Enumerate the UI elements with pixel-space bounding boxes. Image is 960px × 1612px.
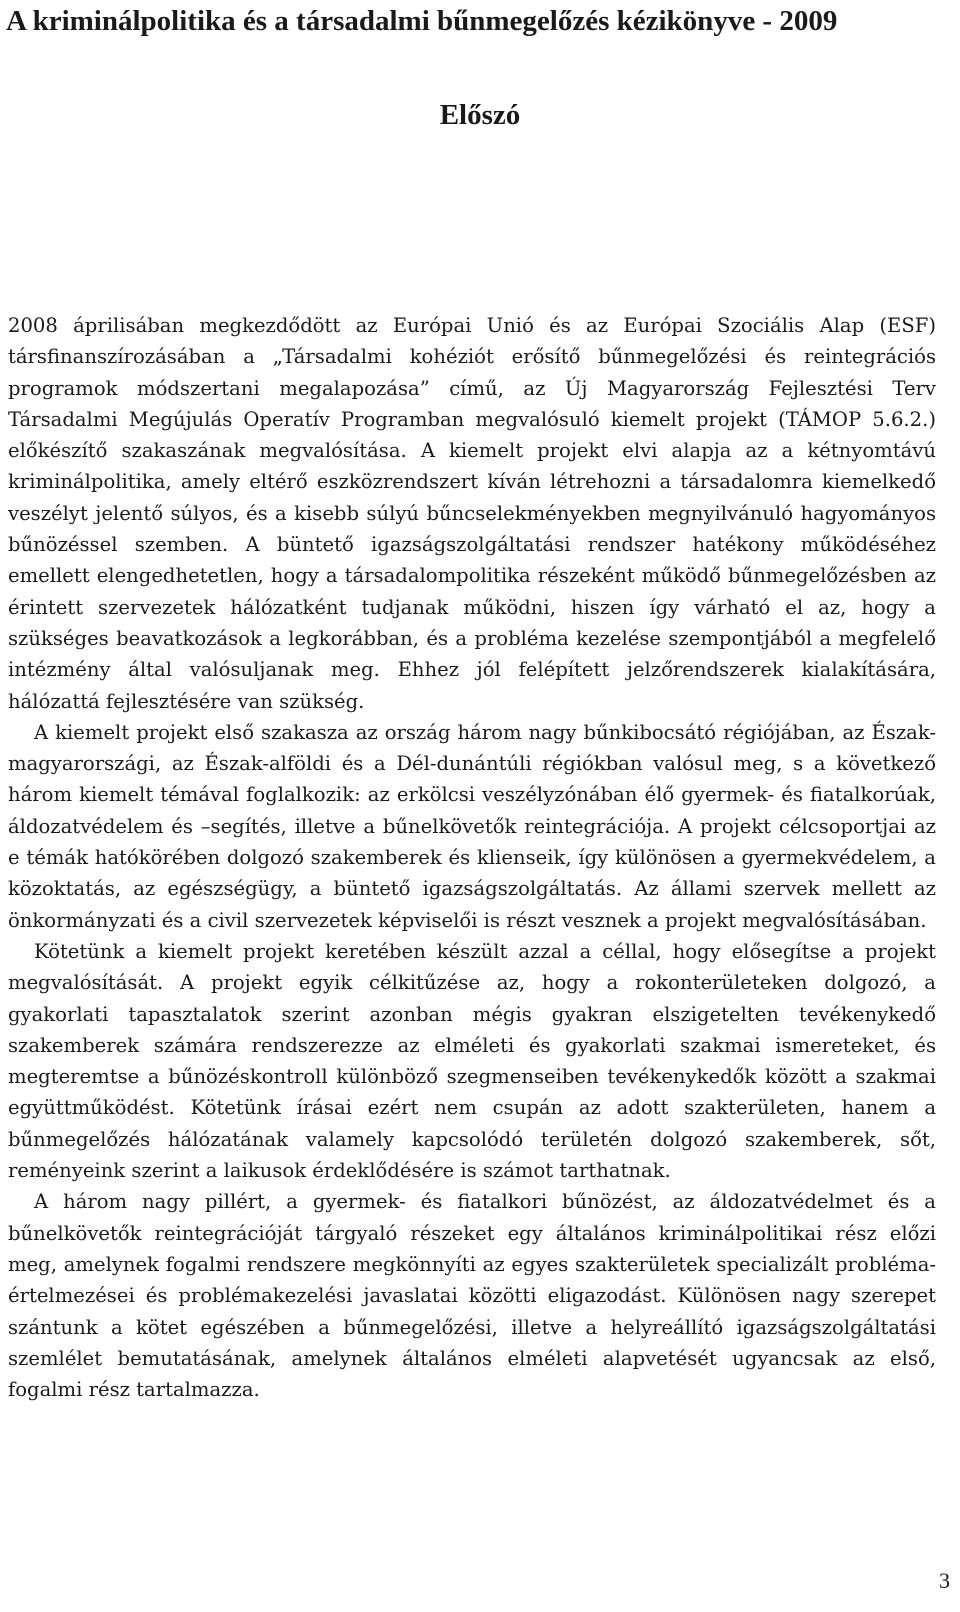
paragraph: 2008 áprilisában megkezdődött az Európai Unió és az Európai Szociális Alap (ESF) társfinanszírozásában a „Társadalmi kohéziót erősítő bűnmegelőzési és reintegrációs programok módszertani megalapozása” című, az Új Magyarország Fejlesztési Terv Társadalmi Megújulás Operatív Programban megvalósuló kiemelt projekt (TÁMOP 5.6.2.) előkészítő szakaszának megvalósítása. A kiemelt projekt elvi alapja az a kétnyomtávú kriminálpolitika, amely eltérő eszközrendszert kíván létrehozni a társadalomra kiemelkedő veszélyt jelentő súlyos, és a kisebb súlyú bűncselekményekben megnyilvánuló hagyományos bűnözéssel szemben. A büntető igazságszolgáltatási rendszer hatékony működéséhez emellett elengedhetetlen, hogy a társadalompolitika részeként működő bűnmegelőzésben az érintett szervezetek hálózatként tudjanak működni, hiszen így várható el az, hogy a szükséges beavatkozások a legkorábban, és a probléma kezelése szempontjából a megfelelő intézmény által valósuljanak meg. Ehhez jól felépített jelzőrendszerek kialakítására, hálózattá fejlesztésére van szükség. <box>8 314 936 713</box>
paragraph: Kötetünk a kiemelt projekt keretében készült azzal a céllal, hogy elősegítse a projekt megvalósítását. A projekt egyik célkitűzése az, hogy a rokonterületeken dolgozó, a gyakorlati tapasztalatok szerint azonban mégis gyakran elszigetelten tevékenykedő szakemberek számára rendszerezze az elméleti és gyakorlati szakmai ismereteket, és megteremtse a bűnözéskontroll különböző szegmenseiben tevékenykedők között a szakmai együttműködést. Kötetünk írásai ezért nem csupán az adott szakterületen, hanem a bűnmegelőzés hálózatának valamely kapcsolódó területén dolgozó szakemberek, sőt, reményeink szerint a laikusok érdeklődésére is számot tarthatnak. <box>8 939 936 1183</box>
section-title: Előszó <box>439 99 521 131</box>
book-title: A kriminálpolitika és a társadalmi bűnmegelőzés kézikönyve - 2009 <box>6 5 838 37</box>
page-number: 3 <box>939 1568 950 1593</box>
paragraph: A kiemelt projekt első szakasza az ország három nagy bűnkibocsátó régiójában, az Észak-magyarországi, az Észak-alföldi és a Dél-dunántúli régiókban valósul meg, s a következő három kiemelt témával foglalkozik: az erkölcsi veszélyzónában élő gyermek- és fiatalkorúak, áldozatvédelem és –segítés, illetve a bűnelkövetők reintegrációja. A projekt célcsoportjai az e témák hatókörében dolgozó szakemberek és klienseik, így különösen a gyermekvédelem, a közoktatás, az egészségügy, a büntető igazságszolgáltatás. Az állami szervek mellett az önkormányzati és a civil szervezetek képviselői is részt vesznek a projekt megvalósításában. <box>8 720 936 932</box>
body-text <box>8 310 936 1405</box>
paragraph: A három nagy pillért, a gyermek- és fiatalkori bűnözést, az áldozatvédelmet és a bűnelkövetők reintegrációját tárgyaló részeket egy általános kriminálpolitikai rész előzi meg, amelynek fogalmi rendszere megkönnyíti az egyes szakterületek specializált probléma-értelmezései és problémakezelési javaslatai közötti eligazodást. Különösen nagy szerepet szántunk a kötet egészében a bűnmegelőzési, illetve a helyreállító igazságszolgáltatási szemlélet bemutatásának, amelynek általános elméleti alapvetését ugyancsak az első, fogalmi rész tartalmazza. <box>8 1190 936 1402</box>
